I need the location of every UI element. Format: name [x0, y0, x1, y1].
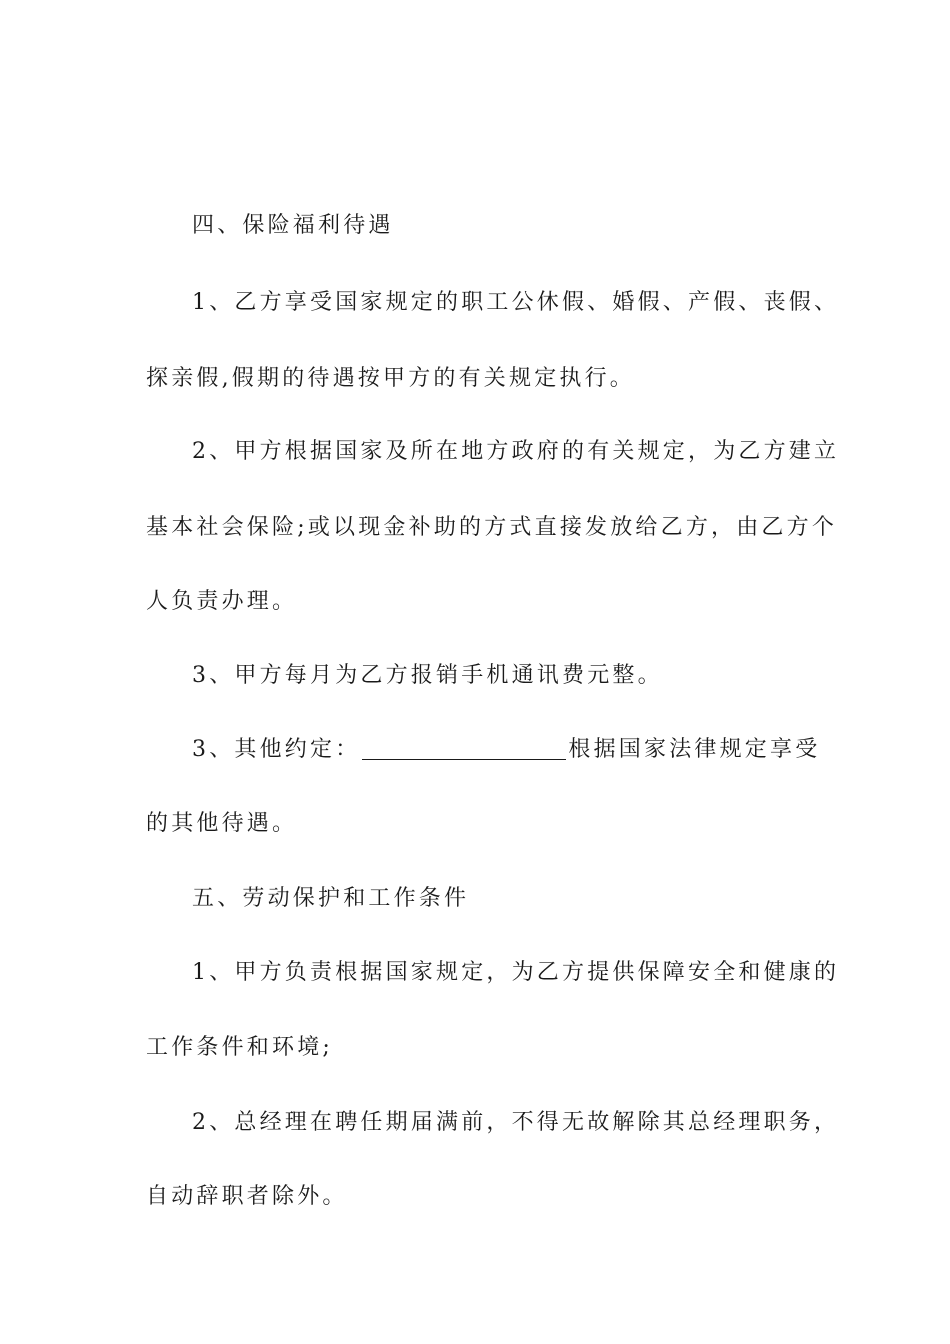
paragraph-line: 1、甲方负责根据国家规定，为乙方提供保障安全和健康的: [192, 960, 840, 985]
paragraph-line: 工作条件和环境;: [146, 1035, 334, 1060]
paragraph-line: 自动辞职者除外。: [146, 1184, 348, 1209]
fill-in-blank[interactable]: [362, 737, 566, 760]
paragraph-line: 3、甲方每月为乙方报销手机通讯费元整。: [192, 663, 663, 688]
paragraph-line: 1、乙方享受国家规定的职工公休假、婚假、产假、丧假、: [192, 290, 840, 315]
paragraph-line: 人负责办理。: [146, 589, 298, 614]
paragraph-line-with-blank: [192, 735, 820, 765]
other-agreement-label: 3、其他约定：: [192, 737, 361, 762]
paragraph-line: 的其他待遇。: [146, 811, 298, 836]
paragraph-line: 探亲假,假期的待遇按甲方的有关规定执行。: [146, 366, 635, 391]
paragraph-line: 基本社会保险;或以现金补助的方式直接发放给乙方，由乙方个: [146, 515, 838, 540]
other-agreement-text: 根据国家法律规定享受: [568, 737, 821, 762]
section-heading-insurance-welfare: 四、保险福利待遇: [192, 213, 394, 238]
paragraph-line: 2、甲方根据国家及所在地方政府的有关规定，为乙方建立: [192, 439, 840, 464]
paragraph-line: 2、总经理在聘任期届满前，不得无故解除其总经理职务，: [192, 1110, 840, 1135]
section-heading-labor-protection: 五、劳动保护和工作条件: [192, 886, 470, 911]
